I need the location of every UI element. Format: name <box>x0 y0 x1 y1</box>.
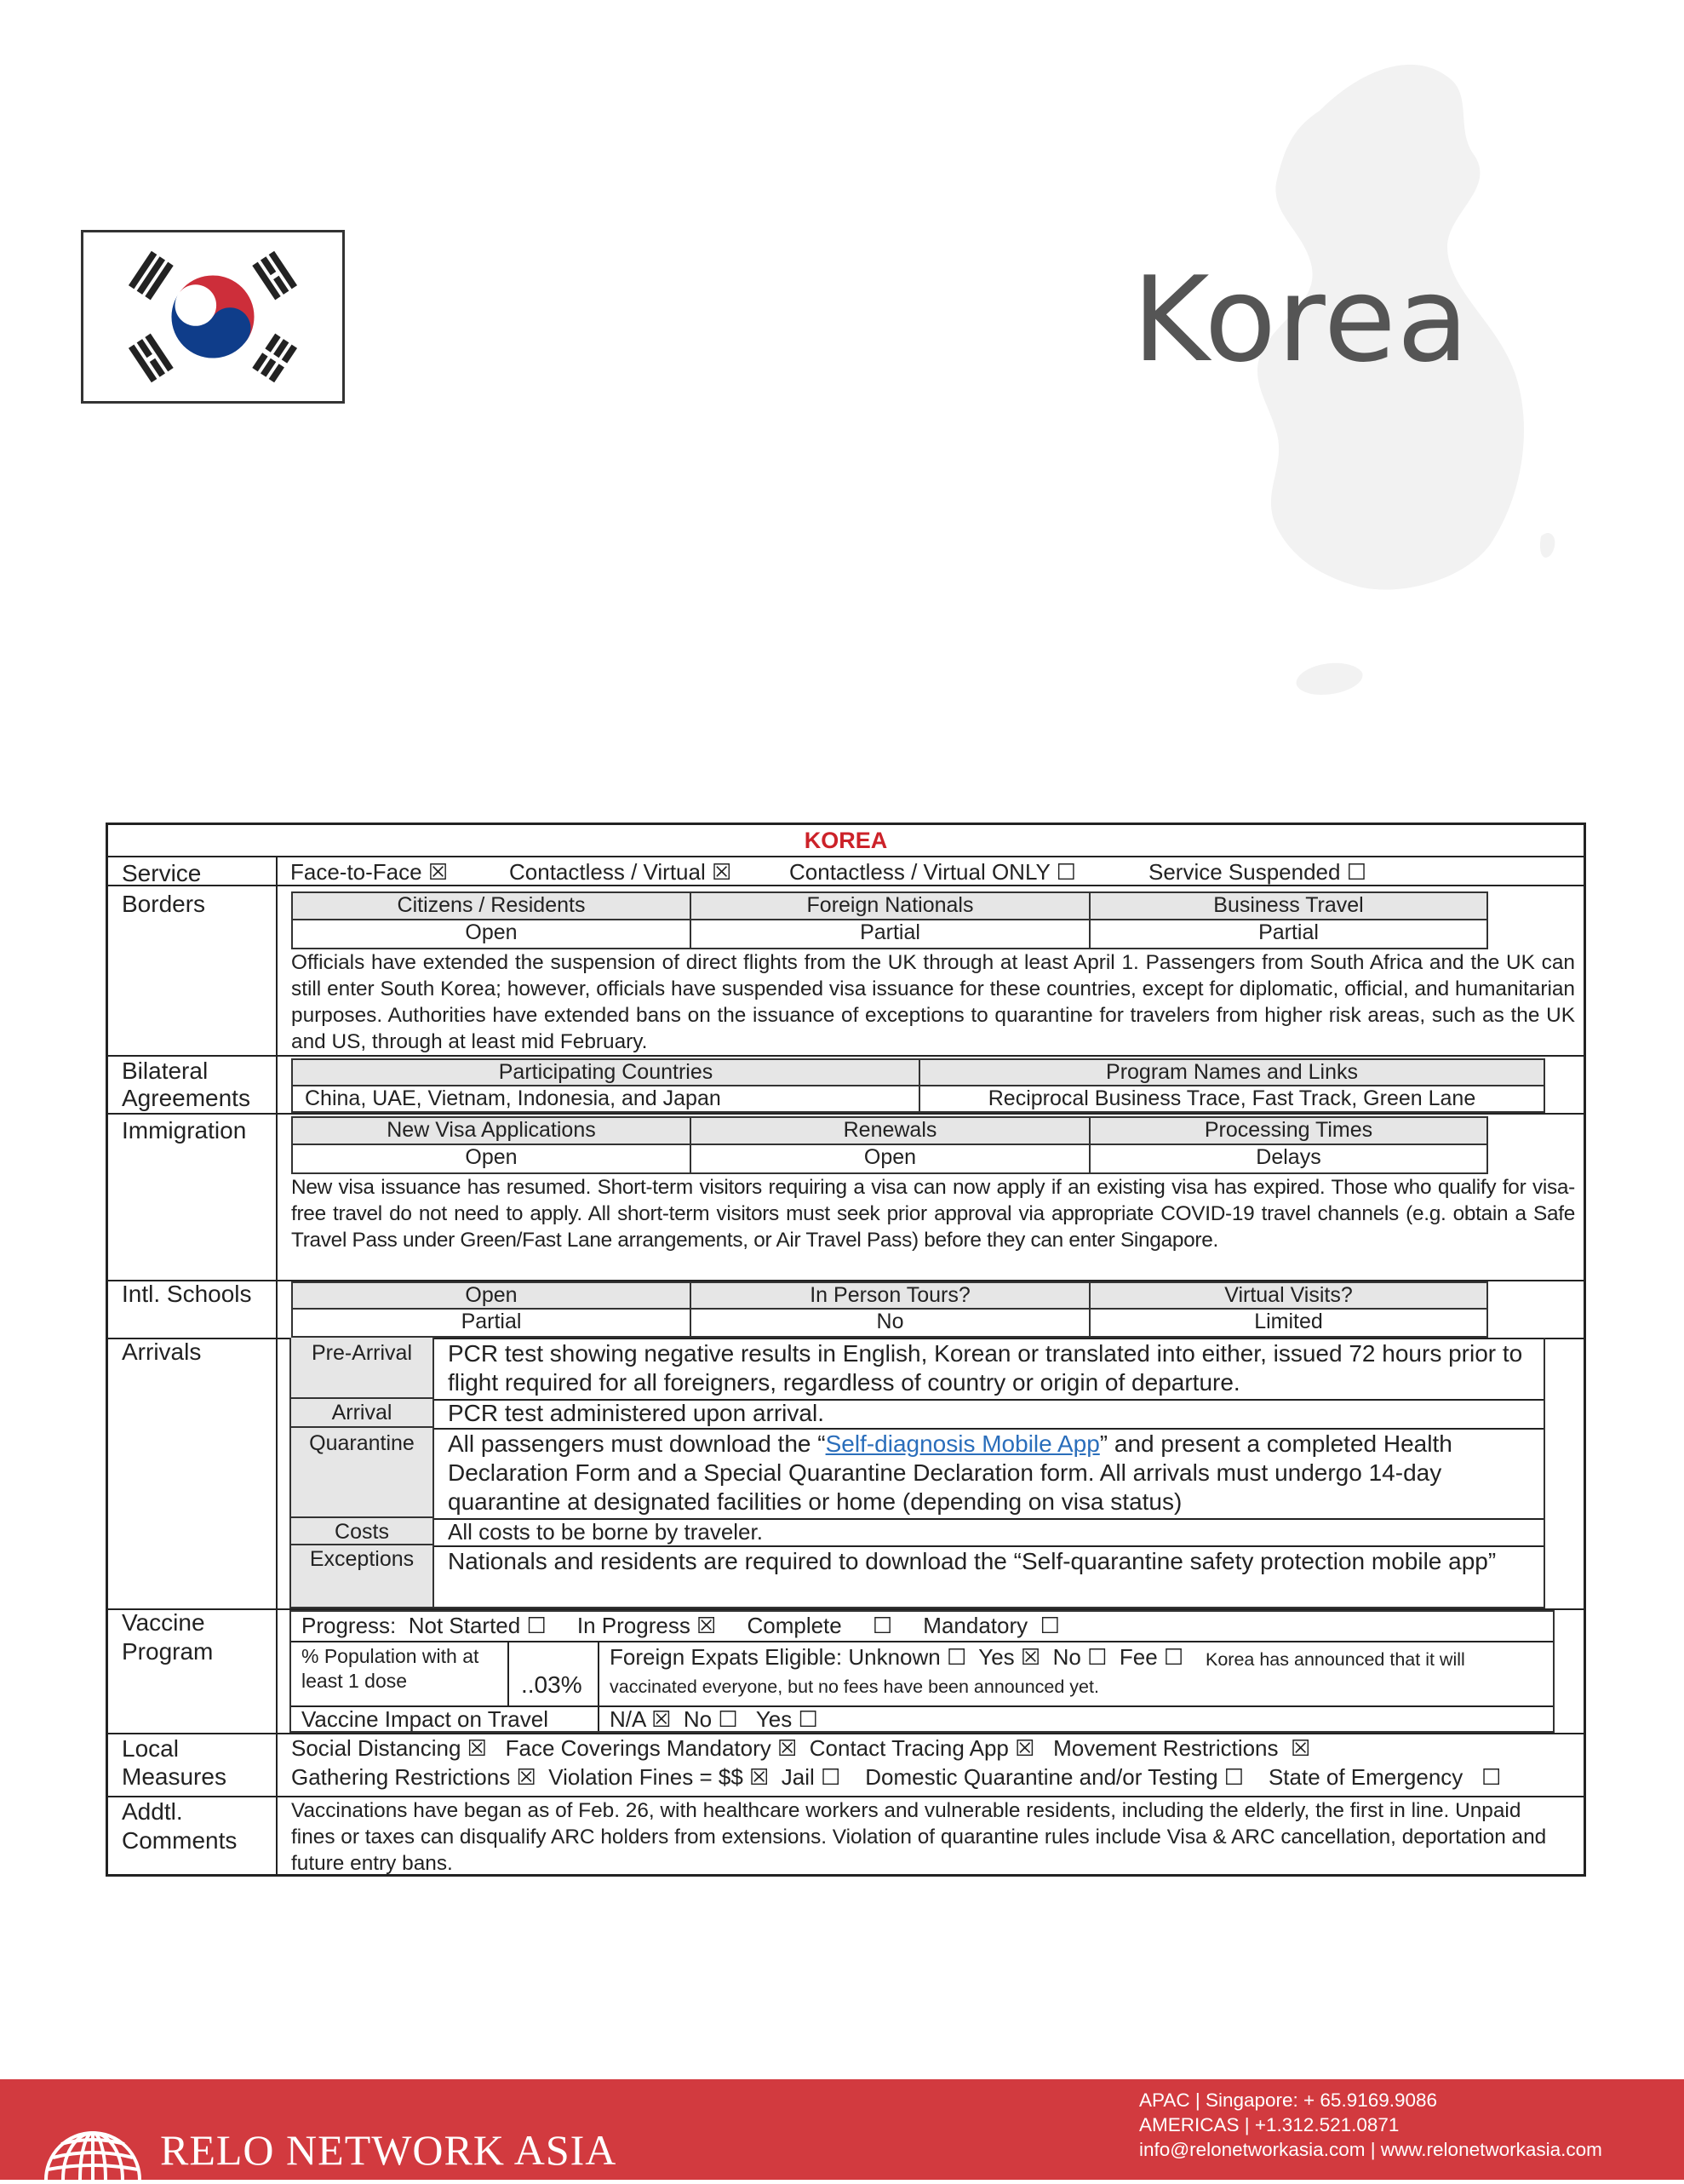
arrivals-grid <box>289 1338 1545 1608</box>
row-label-arrivals: Arrivals <box>122 1338 202 1365</box>
row-label-vaccine-2: Program <box>122 1638 214 1665</box>
borders-value-business: Partial <box>1258 920 1319 944</box>
comments-text: Vaccinations have began as of Feb. 26, with healthcare workers and vulnerable residents, including the elderly, the first in line. Unpaid fines or taxes can disqualify ARC holders from extensions. Violation of quarantine rules include Visa & ARC cancellation, deportation and future entry bans. <box>291 1799 1547 1875</box>
borders-header-foreign: Foreign Nationals <box>691 893 1091 920</box>
row-label-comments-2: Comments <box>122 1827 238 1854</box>
arrivals-label-quarantine: Quarantine <box>291 1428 434 1518</box>
row-label-local-1: Local <box>122 1735 179 1762</box>
service-face-to-face: Face-to-Face ☒ <box>290 859 449 885</box>
quarantine-text-before: All passengers must download the “ <box>448 1430 826 1457</box>
schools-grid <box>291 1281 1488 1338</box>
schools-value-open: Partial <box>293 1310 691 1336</box>
quarantine-text-after: ” and present a completed Health Declaration Form and a Special Quarantine Declaration form. All arrivals must undergo 14-day quarantine at designated facilities or home (depending on visa status) <box>448 1430 1452 1515</box>
borders-notes: Officials have extended the suspension of direct flights from the UK through at least April 1. Passengers from South Africa and the UK can still enter South Korea; however, officials have suspended visa issuance for these countries, except for diplomatic, official, and humanitarian purposes. Authorities have extended bans on the issuance of exceptions to quarantine for travelers from higher risk areas, such as the UK and US, through at least mid February. <box>291 951 1575 1053</box>
schools-header-virtual: Virtual Visits? <box>1091 1283 1486 1310</box>
arrivals-costs-text: All costs to be borne by traveler. <box>448 1519 763 1545</box>
arrivals-label-costs: Costs <box>291 1518 434 1545</box>
contact-apac: APAC | Singapore: + 65.9169.9086 <box>1139 2089 1438 2111</box>
vaccine-eligibility-note: Korea has announced that it will vaccinated everyone, but no fees have been announced yet. <box>610 1649 1465 1697</box>
vaccine-impact-label: Vaccine Impact on Travel <box>301 1706 548 1732</box>
schools-header-open: Open <box>293 1283 691 1310</box>
local-measures-line1: Social Distancing ☒ Face Coverings Mandatory ☒ Contact Tracing App ☒ Movement Restrictions ☒ <box>291 1735 1311 1761</box>
schools-value-virtual: Limited <box>1254 1310 1323 1333</box>
immigration-header-renewals: Renewals <box>691 1118 1091 1145</box>
immigration-notes: New visa issuance has resumed. Short-term visitors requiring a visa can now apply if an existing visa has expired. Those who qualify for visa-free travel do not need to apply. All short-term visitors must seek prior approval via appropriate COVID-19 travel channels (e.g. obtain a Safe Travel Pass under Green/Fast Lane arrangements, or Air Travel Pass) before they can enter Singapore. <box>291 1176 1575 1252</box>
bilateral-value-countries: China, UAE, Vietnam, Indonesia, and Japan <box>293 1086 920 1113</box>
local-measures-line2: Gathering Restrictions ☒ Violation Fines = $$ ☒ Jail ☐ Domestic Quarantine and/or Testing ☐ State of Emergency ☐ <box>291 1764 1502 1790</box>
bilateral-header-programs: Program Names and Links <box>920 1060 1544 1086</box>
row-label-schools: Intl. Schools <box>122 1281 252 1307</box>
arrivals-label-pre: Pre-Arrival <box>291 1338 434 1399</box>
bilateral-header-countries: Participating Countries <box>293 1060 920 1086</box>
vaccine-progress: Progress: Not Started ☐ In Progress ☒ Complete ☐ Mandatory ☐ <box>301 1613 1060 1638</box>
contact-americas: AMERICAS | +1.312.521.0871 <box>1139 2114 1400 2135</box>
relo-globe-logo-icon <box>37 2088 148 2180</box>
row-label-local-2: Measures <box>122 1763 226 1790</box>
vaccine-eligibility: Foreign Expats Eligible: Unknown ☐ Yes ☒ No ☐ Fee ☐ <box>610 1644 1184 1670</box>
immigration-value-renewals: Open <box>691 1145 1091 1172</box>
vaccine-population-value: ..03% <box>521 1671 582 1698</box>
row-label-bilateral-2: Agreements <box>122 1085 250 1111</box>
borders-value-citizens: Open <box>293 920 691 948</box>
immigration-header-new: New Visa Applications <box>293 1118 691 1145</box>
korea-flag-icon <box>81 230 345 404</box>
arrivals-quarantine-text <box>448 1430 1538 1516</box>
immigration-value-new: Open <box>293 1145 691 1172</box>
service-suspended: Service Suspended ☐ <box>1148 859 1367 885</box>
footer-contact-info <box>1139 2088 1602 2162</box>
row-label-borders: Borders <box>122 891 206 917</box>
service-contactless: Contactless / Virtual ☒ <box>509 859 732 885</box>
row-label-vaccine-1: Vaccine <box>122 1609 205 1636</box>
arrivals-pre-text: PCR test showing negative results in English, Korean or translated into either, issued 72 hours prior to flight required for all foreigners, regardless of country or origin of departure. <box>448 1340 1523 1396</box>
vaccine-grid <box>289 1610 1555 1733</box>
row-label-bilateral-1: Bilateral <box>122 1058 209 1084</box>
bilateral-value-programs: Reciprocal Business Trace, Fast Track, Green Lane <box>988 1086 1476 1110</box>
immigration-header-processing: Processing Times <box>1091 1118 1486 1145</box>
contact-email-web[interactable]: info@relonetworkasia.com | www.relonetworkasia.com <box>1139 2139 1602 2160</box>
borders-header-citizens: Citizens / Residents <box>293 893 691 920</box>
borders-value-foreign: Partial <box>691 920 1091 948</box>
vaccine-impact-values: N/A ☒ No ☐ Yes ☐ <box>610 1706 818 1732</box>
arrivals-arrival-text: PCR test administered upon arrival. <box>448 1400 824 1426</box>
country-status-table <box>106 823 1586 1877</box>
arrivals-label-arrival: Arrival <box>291 1399 434 1428</box>
page-title: Korea <box>1132 251 1470 388</box>
schools-value-tours: No <box>691 1310 1091 1336</box>
schools-header-tours: In Person Tours? <box>691 1283 1091 1310</box>
table-title: KOREA <box>804 828 888 853</box>
self-diagnosis-app-link[interactable]: Self-diagnosis Mobile App <box>825 1430 1100 1457</box>
vaccine-population-label: % Population with at least 1 dose <box>301 1645 479 1692</box>
arrivals-label-exceptions: Exceptions <box>291 1545 434 1607</box>
row-label-service: Service <box>122 860 202 886</box>
row-label-immigration: Immigration <box>122 1117 247 1144</box>
immigration-value-processing: Delays <box>1256 1145 1321 1169</box>
bilateral-grid <box>291 1058 1545 1113</box>
borders-status-grid <box>291 891 1488 949</box>
footer-brand-name: RELO NETWORK ASIA <box>160 2126 617 2174</box>
arrivals-exceptions-text: Nationals and residents are required to download the “Self-quarantine safety protection mobile app” <box>448 1548 1497 1574</box>
borders-header-business: Business Travel <box>1091 893 1486 920</box>
row-label-comments-1: Addtl. <box>122 1798 183 1825</box>
service-contactless-only: Contactless / Virtual ONLY ☐ <box>789 859 1076 885</box>
immigration-grid <box>291 1116 1488 1174</box>
